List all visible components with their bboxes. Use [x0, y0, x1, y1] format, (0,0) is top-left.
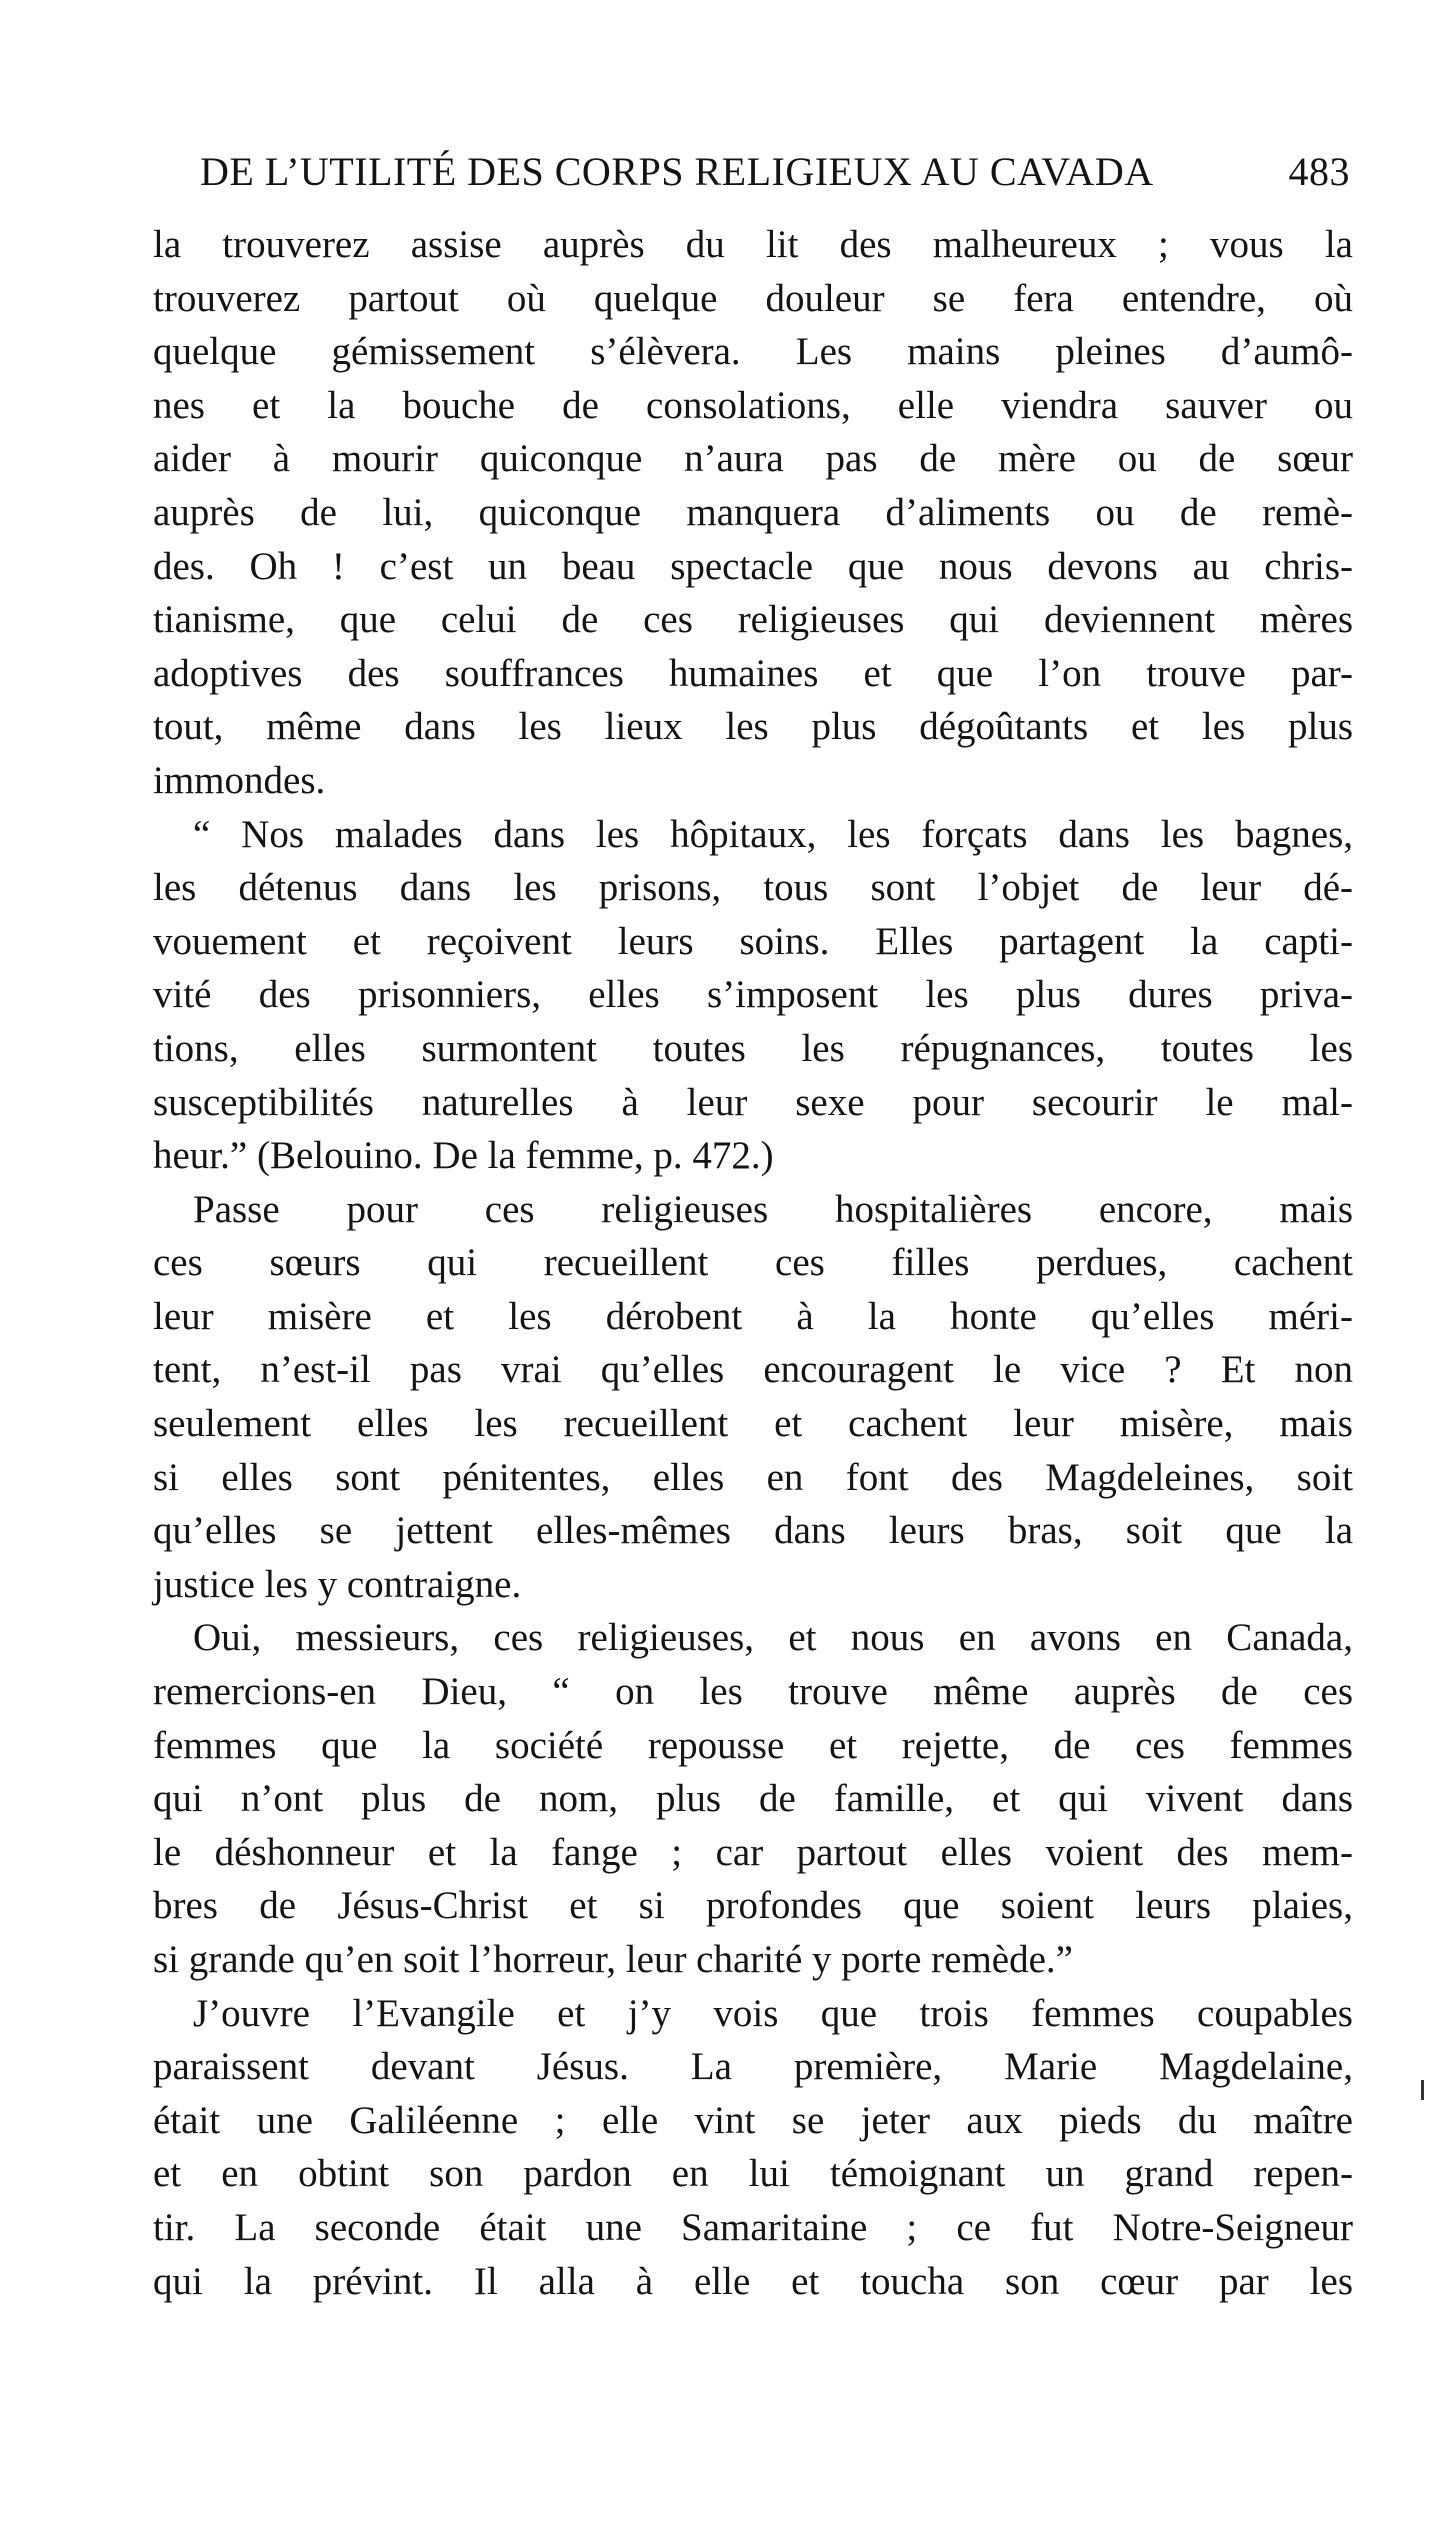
text-line: était une Galiléenne ; elle vint se jeter aux pieds du maître	[153, 2098, 1353, 2142]
text-line: paraissent devant Jésus. La première, Marie Magdelaine,	[153, 2045, 1353, 2089]
running-title: DE L’UTILITÉ DES CORPS RELIGIEUX AU CAVADA	[200, 149, 1154, 194]
text-line: trouverez partout où quelque douleur se fera entendre, où	[153, 276, 1353, 320]
paragraph-3	[153, 1183, 1353, 1612]
text-line: Passe pour ces religieuses hospitalières encore, mais	[193, 1187, 1353, 1231]
page-number: 483	[1288, 149, 1350, 194]
text-line: vouement et reçoivent leurs soins. Elles partagent la capti-	[153, 919, 1353, 963]
text-line: qui n’ont plus de nom, plus de famille, et qui vivent dans	[153, 1777, 1353, 1821]
text-line: seulement elles les recueillent et cachent leur misère, mais	[153, 1402, 1353, 1446]
text-line: des. Oh ! c’est un beau spectacle que nous devons au chris-	[153, 544, 1353, 588]
text-line: tianisme, que celui de ces religieuses qui deviennent mères	[153, 598, 1353, 642]
text-line: tout, même dans les lieux les plus dégoûtants et les plus	[153, 705, 1353, 749]
text-line: auprès de lui, quiconque manquera d’aliments ou de remè-	[153, 490, 1353, 534]
paragraph-2	[153, 808, 1353, 1183]
text-line: femmes que la société repousse et rejette, de ces femmes	[153, 1723, 1353, 1767]
text-line: et en obtint son pardon en lui témoignant un grand repen-	[153, 2152, 1353, 2196]
text-line: Oui, messieurs, ces religieuses, et nous en avons en Canada,	[193, 1616, 1353, 1660]
text-line: immondes.	[153, 758, 326, 802]
text-line: justice les y contraigne.	[153, 1562, 522, 1606]
text-line: qui la prévint. Il alla à elle et toucha son cœur par les	[153, 2259, 1353, 2303]
text-line: tions, elles surmontent toutes les répugnances, toutes les	[153, 1026, 1353, 1070]
text-line: quelque gémissement s’élèvera. Les mains pleines d’aumô-	[153, 330, 1353, 374]
paragraph-4	[153, 1611, 1353, 1986]
text-line: J’ouvre l’Evangile et j’y vois que trois femmes coupables	[193, 1991, 1353, 2035]
text-line: heur.” (Belouino. De la femme, p. 472.)	[153, 1134, 774, 1178]
text-line: aider à mourir quiconque n’aura pas de mère ou de sœur	[153, 437, 1353, 481]
paragraph-5	[153, 1987, 1353, 2309]
text-line: les détenus dans les prisons, tous sont l’objet de leur dé-	[153, 866, 1353, 910]
text-line: ces sœurs qui recueillent ces filles perdues, cachent	[153, 1241, 1353, 1285]
text-line: tir. La seconde était une Samaritaine ; ce fut Notre-Seigneur	[153, 2205, 1353, 2249]
text-line: adoptives des souffrances humaines et que l’on trouve par-	[153, 651, 1353, 695]
text-line: si grande qu’en soit l’horreur, leur charité y porte remède.”	[153, 1938, 1073, 1981]
text-line: “ Nos malades dans les hôpitaux, les forçats dans les bagnes,	[193, 812, 1353, 856]
text-line: tent, n’est-il pas vrai qu’elles encouragent le vice ? Et non	[153, 1348, 1353, 1392]
text-line: vité des prisonniers, elles s’imposent les plus dures priva-	[153, 973, 1353, 1017]
text-line: bres de Jésus-Christ et si profondes que soient leurs plaies,	[153, 1884, 1353, 1928]
text-line: remercions-en Dieu, “ on les trouve même auprès de ces	[153, 1670, 1353, 1714]
text-line: qu’elles se jettent elles-mêmes dans leurs bras, soit que la	[153, 1509, 1353, 1553]
text-line: le déshonneur et la fange ; car partout elles voient des mem-	[153, 1830, 1353, 1874]
text-line: leur misère et les dérobent à la honte qu’elles méri-	[153, 1294, 1353, 1338]
running-head	[200, 148, 1350, 208]
text-line: la trouverez assise auprès du lit des malheureux ; vous la	[153, 223, 1353, 266]
text-line: si elles sont pénitentes, elles en font des Magdeleines, soit	[153, 1455, 1353, 1499]
text-line: susceptibilités naturelles à leur sexe pour secourir le mal-	[153, 1080, 1353, 1124]
margin-mark	[1421, 2080, 1424, 2100]
body-text	[153, 218, 1353, 2308]
text-line: nes et la bouche de consolations, elle viendra sauver ou	[153, 383, 1353, 427]
paragraph-1	[153, 218, 1353, 808]
